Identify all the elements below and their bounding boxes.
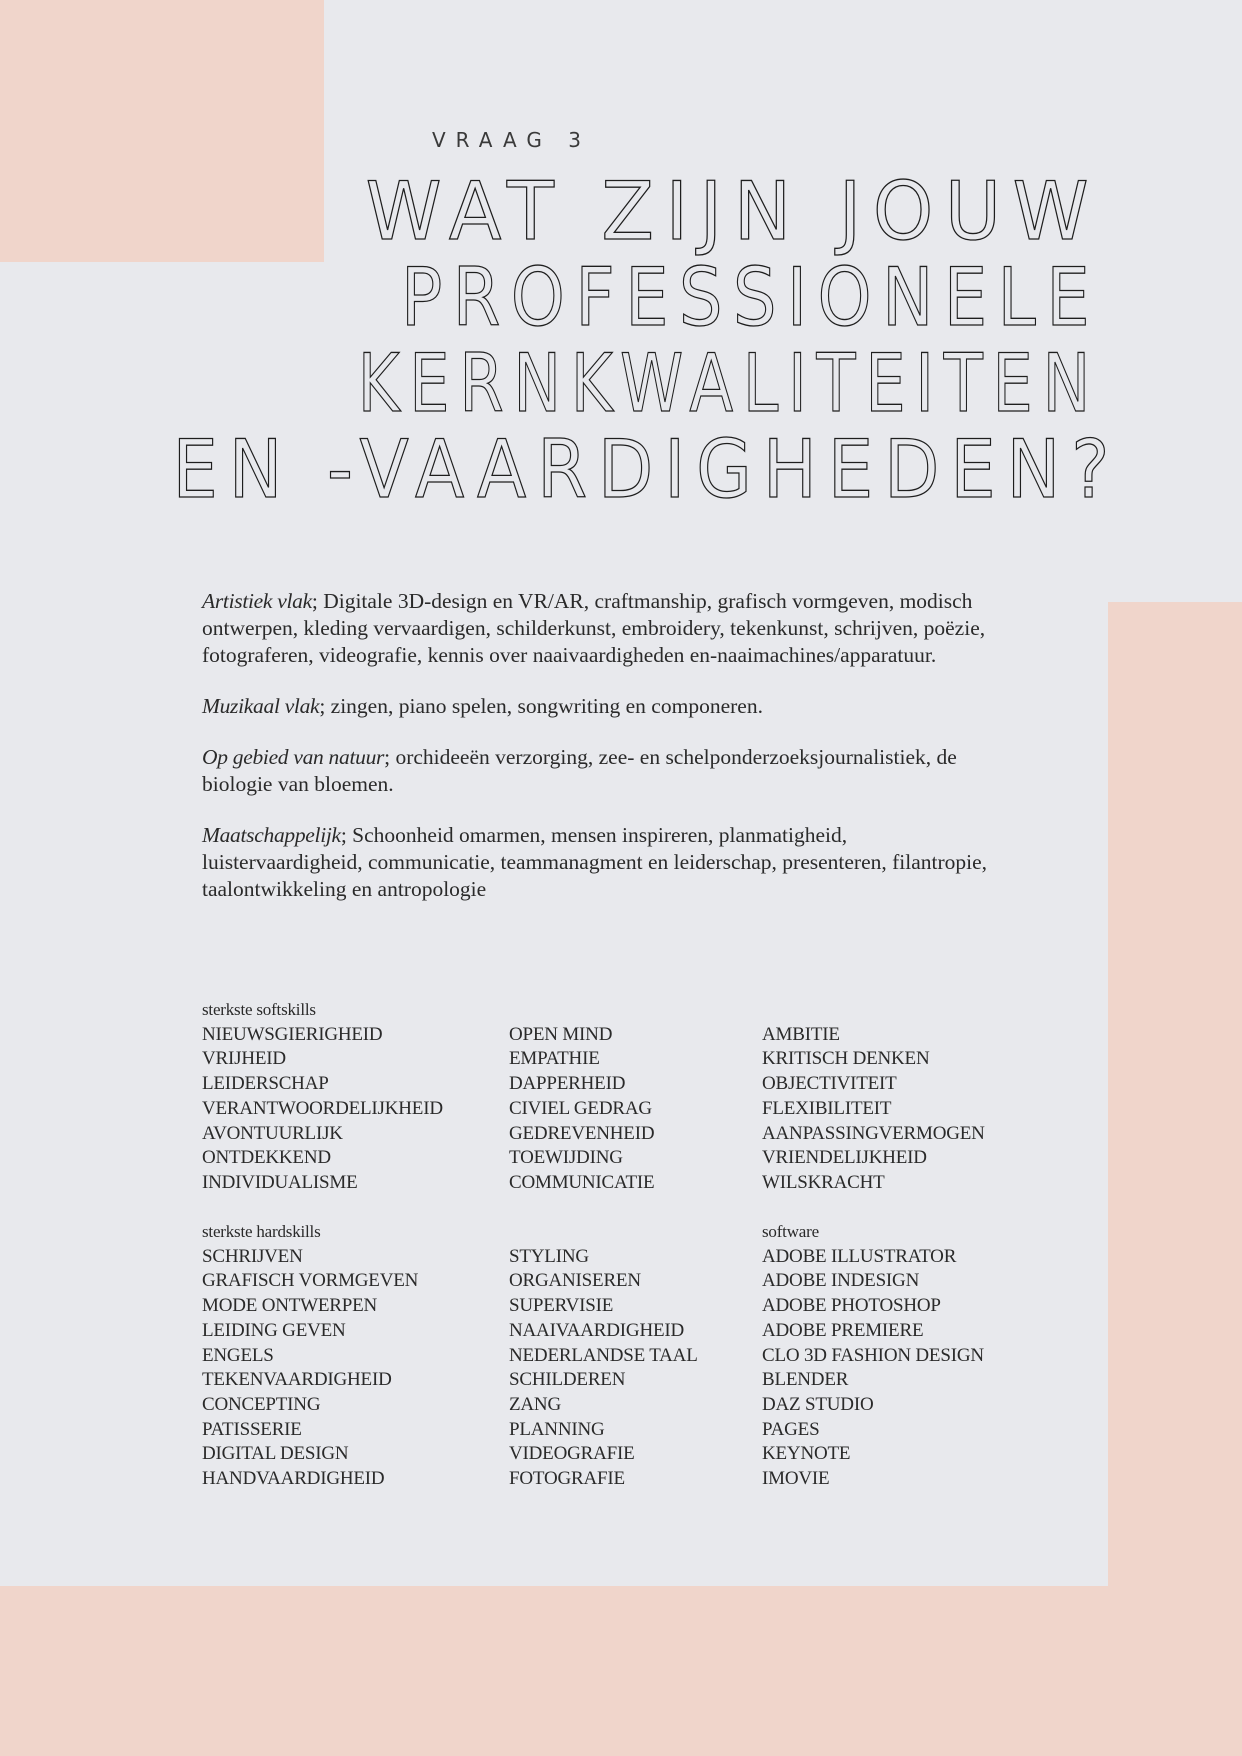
- paragraph-text: ; Schoonheid omarmen, mensen inspireren, planmatigheid, luistervaardigheid, communicatie, teammanagment en leiderschap, presenteren, filantropie, taalontwikkeling en antropologie: [202, 823, 988, 901]
- skill-item: ENGELS: [202, 1344, 274, 1366]
- paragraph-muzikaal: [202, 693, 1002, 720]
- skill-item: NEDERLANDSE TAAL: [509, 1344, 698, 1366]
- paragraph-text: ; Digitale 3D-design en VR/AR, craftmanship, grafisch vormgeven, modisch ontwerpen, kleding vervaardigen, schilderkunst, embroidery, tekenkunst, schrijven, poëzie, fotograferen, videografie, kennis over naaivaardigheden en-naaimachines/apparatuur.: [202, 589, 986, 667]
- skill-item: LEIDING GEVEN: [202, 1319, 346, 1341]
- skill-item: BLENDER: [762, 1369, 849, 1391]
- softskills-heading: sterkste softskills: [202, 1000, 316, 1019]
- skill-item: ADOBE ILLUSTRATOR: [762, 1245, 957, 1267]
- software-heading: software: [762, 1222, 819, 1241]
- skill-item: ADOBE PREMIERE: [762, 1319, 924, 1341]
- skill-item: KEYNOTE: [762, 1443, 851, 1465]
- skill-item: IMOVIE: [762, 1468, 830, 1490]
- paragraph-text: ; zingen, piano spelen, songwriting en componeren.: [319, 694, 763, 718]
- skill-item: OPEN MIND: [509, 1023, 613, 1045]
- skill-item: LEIDERSCHAP: [202, 1073, 329, 1095]
- skill-item: VIDEOGRAFIE: [509, 1443, 635, 1465]
- paragraph-label: Muzikaal vlak: [202, 694, 320, 718]
- paragraph-text: ; orchideeën verzorging, zee- en schelponderzoeksjournalistiek, de biologie van bloemen.: [202, 745, 957, 796]
- hardskills-column-2: [509, 1220, 799, 1492]
- skill-item: PLANNING: [509, 1418, 605, 1440]
- skill-item: CONCEPTING: [202, 1393, 321, 1415]
- skill-item: PAGES: [762, 1418, 820, 1440]
- title-line: PROFESSIONELE: [400, 251, 1100, 344]
- skill-item: GRAFISCH VORMGEVEN: [202, 1270, 419, 1292]
- skill-item: SCHILDEREN: [509, 1369, 626, 1391]
- paragraph-label: Op gebied van natuur: [202, 745, 385, 769]
- skill-item: ZANG: [509, 1393, 561, 1415]
- skill-item: DAPPERHEID: [509, 1073, 626, 1095]
- skill-item: SUPERVISIE: [509, 1295, 614, 1317]
- skill-item: EMPATHIE: [509, 1048, 600, 1070]
- title-line: WAT ZIJN JOUW: [365, 165, 1100, 258]
- skill-item: WILSKRACHT: [762, 1171, 885, 1193]
- skill-item: NAAIVAARDIGHEID: [509, 1319, 685, 1341]
- skill-item: AANPASSINGVERMOGEN: [762, 1122, 985, 1144]
- skill-item: TOEWIJDING: [509, 1147, 623, 1169]
- skill-item: ORGANISEREN: [509, 1270, 641, 1292]
- skill-item: PATISSERIE: [202, 1418, 302, 1440]
- skill-item: NIEUWSGIERIGHEID: [202, 1023, 383, 1045]
- skill-item: VRIENDELIJKHEID: [762, 1147, 927, 1169]
- skill-item: FOTOGRAFIE: [509, 1468, 625, 1490]
- skill-item: AVONTUURLIJK: [202, 1122, 343, 1144]
- paragraph-label: Artistiek vlak: [202, 589, 312, 613]
- skill-item: MODE ONTWERPEN: [202, 1295, 378, 1317]
- title-line: EN -VAARDIGHEDEN?: [172, 423, 1120, 516]
- accent-block-top-left: [0, 0, 324, 262]
- paragraph-label: Maatschappelijk: [202, 823, 341, 847]
- paragraph-artistiek: [202, 588, 1002, 669]
- accent-block-bottom: [0, 1586, 1242, 1756]
- skill-item: ADOBE PHOTOSHOP: [762, 1295, 941, 1317]
- softskills-column-1: [202, 998, 492, 1196]
- question-number: VRAAG 3: [432, 128, 591, 152]
- skill-item: VERANTWOORDELIJKHEID: [202, 1097, 443, 1119]
- software-column: [762, 1220, 1052, 1492]
- hardskills-column-1: [202, 1220, 492, 1492]
- skill-item: AMBITIE: [762, 1023, 840, 1045]
- skill-item: CLO 3D FASHION DESIGN: [762, 1344, 984, 1366]
- skill-item: ADOBE INDESIGN: [762, 1270, 920, 1292]
- skill-item: COMMUNICATIE: [509, 1171, 655, 1193]
- skill-item: CIVIEL GEDRAG: [509, 1097, 652, 1119]
- body-text: [202, 588, 1002, 927]
- skill-item: OBJECTIVITEIT: [762, 1073, 897, 1095]
- skill-item: GEDREVENHEID: [509, 1122, 655, 1144]
- skill-item: FLEXIBILITEIT: [762, 1097, 892, 1119]
- skill-item: VRIJHEID: [202, 1048, 286, 1070]
- paragraph-natuur: [202, 744, 1002, 798]
- skill-item: KRITISCH DENKEN: [762, 1048, 930, 1070]
- skill-item: TEKENVAARDIGHEID: [202, 1369, 392, 1391]
- accent-block-right: [1108, 602, 1242, 1592]
- paragraph-maatschappelijk: [202, 822, 1002, 903]
- skill-item: STYLING: [509, 1245, 589, 1267]
- softskills-column-3: [762, 998, 1052, 1196]
- skill-item: DAZ STUDIO: [762, 1393, 874, 1415]
- hardskills-heading: sterkste hardskills: [202, 1222, 321, 1241]
- title-line: KERNKWALITEITEN: [357, 337, 1100, 430]
- skill-item: DIGITAL DESIGN: [202, 1443, 349, 1465]
- skill-item: INDIVIDUALISME: [202, 1171, 358, 1193]
- skill-item: HANDVAARDIGHEID: [202, 1468, 385, 1490]
- skill-item: SCHRIJVEN: [202, 1245, 303, 1267]
- softskills-column-2: [509, 998, 799, 1196]
- skill-item: ONTDEKKEND: [202, 1147, 331, 1169]
